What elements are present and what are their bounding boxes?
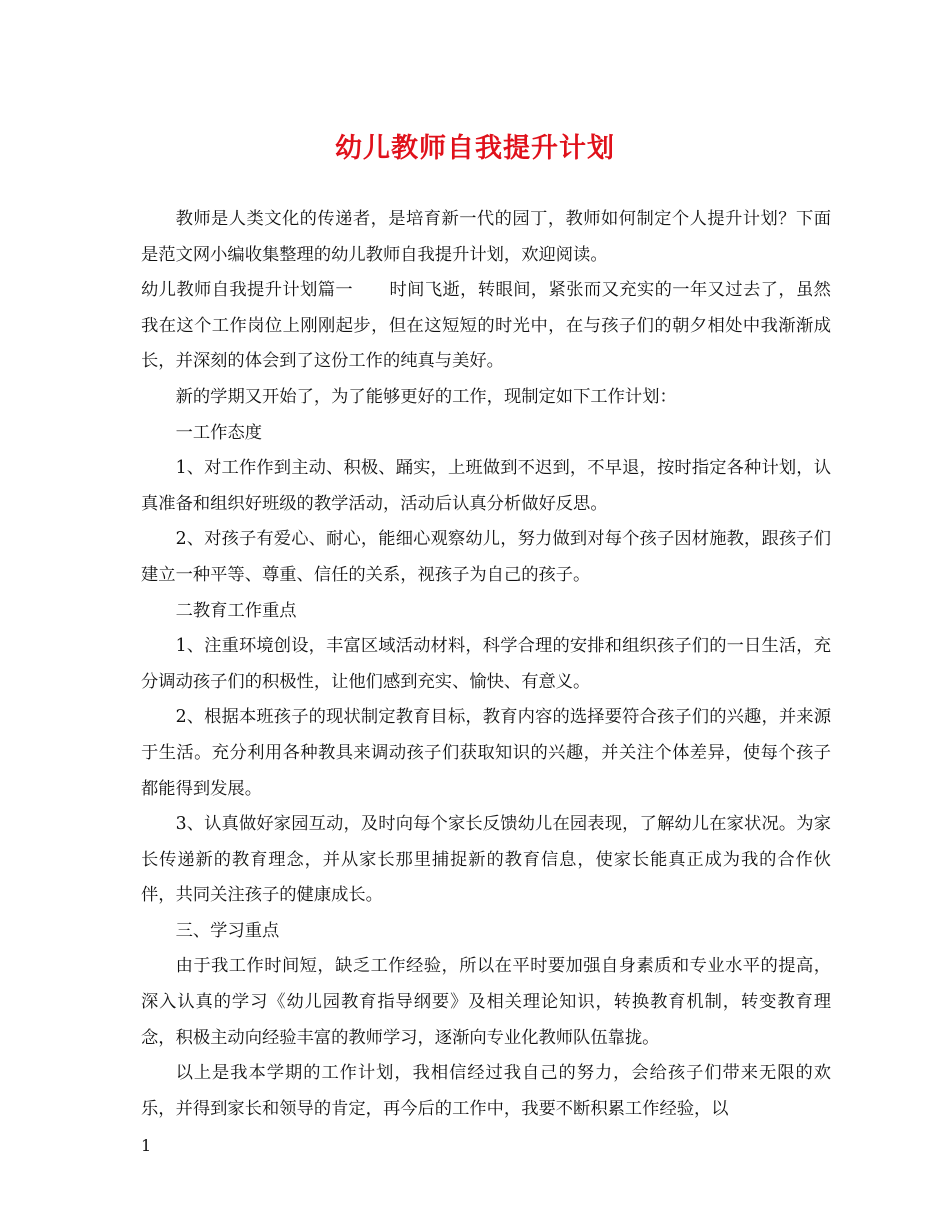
heading-study-focus: 三、学习重点 [175,920,280,941]
heading-work-attitude: 一工作态度 [175,422,263,443]
document-title: 幼儿教师自我提升计划 [335,133,615,164]
page-number: 1 [141,1136,152,1155]
section-paragraph [141,273,831,380]
paragraph-1-1: 1、对工作作到主动、积极、踊实，上班做到不迟到，不早退，按时指定各种计划，认真准备和组织好班级的教学活动，活动后认真分析做好反思。 [141,458,831,514]
paragraph-3-1: 由于我工作时间短，缺乏工作经验，所以在平时要加强自身素质和专业水平的提高，深入认真的学习《幼儿园教育指导纲要》及相关理论知识，转换教育机制，转变教育理念，积极主动向经验丰富的教师学习，逐渐向专业化教师队伍靠拢。 [141,956,831,1048]
section-heading: 幼儿教师自我提升计划篇一 [141,280,354,301]
paragraph-2-1: 1、注重环境创设，丰富区域活动材料，科学合理的安排和组织孩子们的一日生活，充分调动孩子们的积极性，让他们感到充实、愉快、有意义。 [141,636,831,692]
paragraph-2-3: 3、认真做好家园互动，及时向每个家长反馈幼儿在园表现，了解幼儿在家状况。为家长传递新的教育理念，并从家长那里捕捉新的教育信息，使家长能真正成为我的合作伙伴，共同关注孩子的健康成长。 [141,814,831,906]
heading-education-focus: 二教育工作重点 [175,600,297,621]
document-body [141,202,831,1127]
plan-paragraph: 新的学期又开始了，为了能够更好的工作，现制定如下工作计划： [175,386,677,407]
paragraph-1-2: 2、对孩子有爱心、耐心，能细心观察幼儿，努力做到对每个孩子因材施教，跟孩子们建立一种平等、尊重、信任的关系，视孩子为自己的孩子。 [141,529,831,585]
section-first-line: 时间飞逝，转眼间，紧张而又充实的一年又过去了， [389,280,796,301]
section-rest: 虽然我在这个工作岗位上刚刚起步，但在这短短的时光中，在与孩子们的朝夕相处中我渐渐成长，并深刻的体会到了这份工作的纯真与美好。 [141,280,831,372]
paragraph-2-2: 2、根据本班孩子的现状制定教育目标，教育内容的选择要符合孩子们的兴趣，并来源于生活。充分利用各种教具来调动孩子们获取知识的兴趣，并关注个体差异，使每个孩子都能得到发展。 [141,707,831,799]
closing-paragraph: 以上是我本学期的工作计划，我相信经过我自己的努力，会给孩子们带来无限的欢乐，并得到家长和领导的肯定，再今后的工作中，我要不断积累工作经验，以 [141,1063,831,1119]
intro-paragraph: 教师是人类文化的传递者，是培育新一代的园丁，教师如何制定个人提升计划？下面是范文网小编收集整理的幼儿教师自我提升计划，欢迎阅读。 [141,209,831,265]
